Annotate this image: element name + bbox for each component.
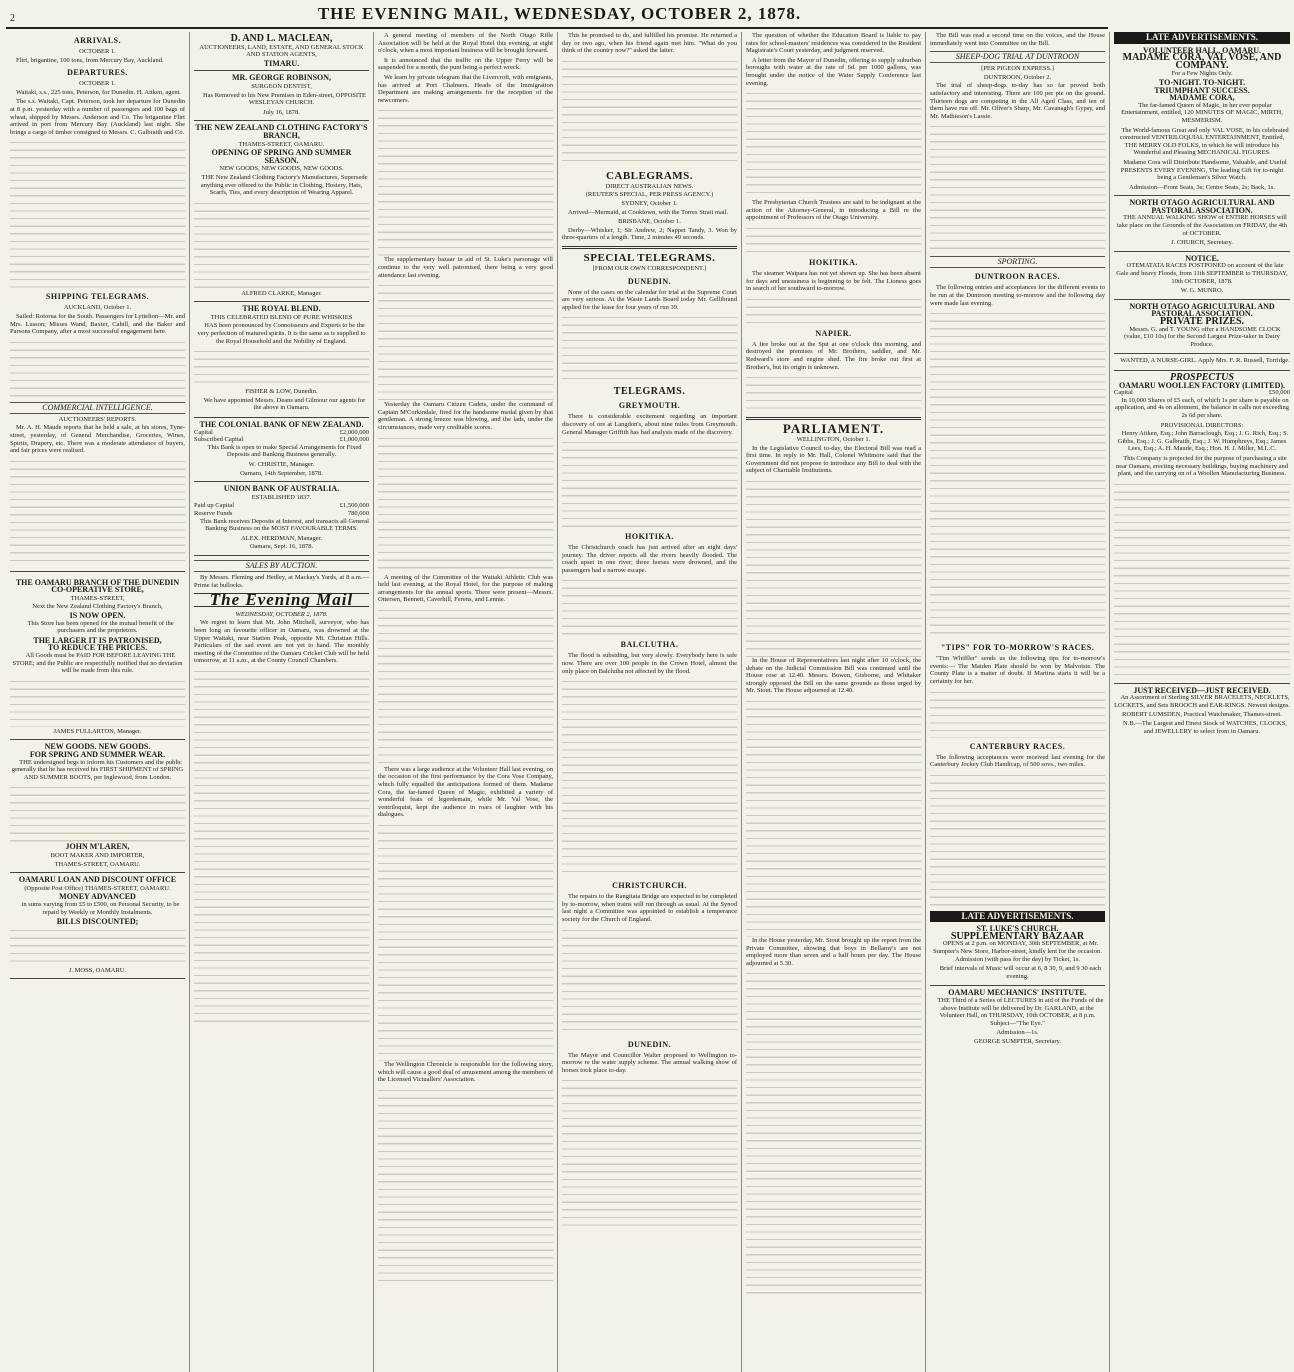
received-text: An Assortment of Sterling SILVER BRACELETS, NECKLETS, LOCKETS, and Sets BROOCH and EAR-RINGS. Newest designs.: [1114, 694, 1290, 709]
sheepdog-sub: [PER PIGEON EXPRESS.]: [981, 65, 1054, 73]
gifts-text: Madame Cora will Distribute Handsome, Valuable, and Useful PRESENTS EVERY EVENING, The leading Gift for to-night being a Gentleman's Silver Watch.: [1120, 158, 1287, 182]
reserve-row: [194, 510, 369, 518]
volunteer-hall-ad: [1114, 44, 1290, 197]
text-block: [378, 281, 553, 401]
shipping-date: AUCKLAND, October 1.: [63, 304, 132, 312]
shipping-news: The s.s. Waitaki, Capt. Peterson, took her departure for Dunedin at 8 p.m. yesterday with a number of passengers and 100 bags of wheat, shipped by Messrs. Anderson and Co. The brigantine Flirt arrived in port from Mercury Bay (Auckland) last night. She brings a cargo of timber consigned to Messrs. C. Galbraith and Co.: [10, 98, 185, 136]
commercial-heading: COMMERCIAL INTELLIGENCE.: [10, 402, 185, 414]
telegrams-heading: TELEGRAMS.: [613, 386, 686, 398]
dunedin-heading: DUNEDIN.: [627, 1039, 672, 1049]
text-block: [746, 373, 921, 413]
coop-heading: THE OAMARU BRANCH OF THE DUNEDIN CO-OPERATIVE STORE,: [15, 577, 180, 595]
directors-heading: PROVISIONAL DIRECTORS:: [1160, 421, 1244, 429]
column-1: [6, 32, 190, 1372]
special-telegrams-heading: SPECIAL TELEGRAMS.: [583, 251, 716, 264]
column-6: [926, 32, 1110, 1372]
issue-date: WEDNESDAY, OCTOBER 2, 1878.: [235, 610, 328, 618]
coop-open: IS NOW OPEN.: [69, 611, 126, 621]
union-heading: UNION BANK OF AUSTRALIA.: [223, 484, 340, 494]
spring-heading: FOR SPRING AND SUMMER WEAR.: [29, 750, 166, 759]
paidup-value: £1,500,000: [339, 502, 369, 510]
cora-name: MADAME CORA,: [1169, 93, 1235, 103]
duntroon-heading: DUNTROON RACES.: [974, 272, 1061, 282]
agri-text: THE ANNUAL WALKING SHOW of ENTIRE HORSES will take place on the Grounds of the Association on FRIDAY, the 4th of OCTOBER.: [1116, 214, 1288, 237]
news-paragraph: It is announced that the traffic on the Upper Ferry will be suspended for a month, the punt being a perfect wreck.: [378, 56, 553, 72]
commercial-text: Mr. A. H. Maude reports that he held a sale, at his stores, Tyne-street, yesterday, of General Merchandise, Groceries, Wines, Spirits, Drapery, etc. There was a moderate attendance of buyers, and fair prices were realised.: [10, 424, 185, 455]
dunedin-text: The Mayor and Councillor Walter proposed to Wellington to-morrow re the water supply scheme. The annual walking show of horses took place to-day.: [562, 1051, 737, 1074]
subscribed-label: Subscribed Capital: [194, 436, 244, 444]
nzcf-goods: NEW GOODS, NEW GOODS, NEW GOODS.: [219, 165, 344, 173]
arrivals-text: Flirt, brigantine, 100 tons, from Mercury Bay, Auckland.: [16, 56, 164, 64]
parliament-text-2: In the House of Representatives last night after 10 o'clock, the debate on the Judicial Commission Bill was continued until the House rose at 12.40. Messrs. Bowen, Gisborne, and Whitaker strongly opposed the Bill on the same grounds as those urged by Mr. Stout. The House adjourned at 12.40.: [746, 657, 921, 695]
special-sub: [FROM OUR OWN CORRESPONDENT.]: [592, 264, 707, 272]
union-date: Oamaru, Sept. 16, 1878.: [249, 543, 314, 551]
church-signature: J. CHURCH, Secretary.: [1171, 239, 1233, 247]
text-block: [194, 347, 369, 387]
late-ads-heading: LATE ADVERTISEMENTS.: [1114, 32, 1290, 44]
tips-heading: "TIPS" FOR TO-MORROW'S RACES.: [940, 643, 1095, 653]
coop-slogan-1: THE LARGER IT IS PATRONISED,: [33, 635, 162, 645]
opening-heading: OPENING OF SPRING AND SUMMER SEASON.: [211, 148, 352, 165]
blend-text: HAS been pronounced by Connoisseurs and Experts to be the very perfection of matured spirits. It is the same as is supplied to the Royal Household and the Nobility of England.: [197, 322, 366, 345]
canterbury-text: The following acceptances were received last evening for the Canterbury Jockey Club Handicap, of 500 sovs., two miles.: [930, 753, 1105, 769]
commercial-sub: AUCTIONEERS' REPORTS.: [58, 415, 137, 423]
evening-mail-logo: The Evening Mail: [194, 593, 369, 607]
departures-text: Waitaki, s.s., 225 tons, Peterson, for Dunedin. H. Aitken, agent.: [16, 88, 182, 96]
parliament-date: WELLINGTON, October 1.: [796, 436, 871, 444]
maclean-sub: AUCTIONEERS, LAND, ESTATE, AND GENERAL STOCK AND STATION AGENTS,: [199, 43, 364, 59]
news-paragraph: The Wellington Chronicle is responsible for the following story, which will cause a good deal of amusement among the members of the Licensed Victuallers' Association.: [378, 1061, 553, 1084]
text-block: [1114, 480, 1290, 680]
text-block: [562, 57, 737, 167]
institute-admission: Admission—1s.: [996, 1029, 1039, 1037]
spring-text: THE undersigned begs to inform his Customers and the public generally that he has received his FIRST SHIPMENT of SPRING AND SUMMER BOOTS, per Inglewood, from London.: [11, 758, 184, 781]
nurse-girl-ad: [1114, 354, 1290, 371]
leader-text: We regret to learn that Mr. John Mitchell, surveyor, who has been long an favourite officer in Oamaru, was drowned at the Upper Waitaki, near Station Peak, opposite Mt. Christian Hills. Particulars of the sad event are not yet to hand. The monthly meeting of the Committee of the Oamaru Cricket Club will be held tomorrow, at 11 a.m., at the County Council Chambers.: [194, 619, 369, 665]
text-block: [10, 138, 185, 288]
dentist-name: MR. GEORGE ROBINSON,: [231, 73, 332, 83]
nzcf-text: THE New Zealand Clothing Factory's Manufactures, Supersede anything ever offered to the Public in Clothing, Hosiery, Hats, Scarfs, Ties, and every description of Wearing Apparel.: [200, 173, 368, 197]
tips-text: "Tim Whiffler" sends us the following tips for to-morrow's events:— The Maiden Plate should be won by Malvoisie. The County Plate is a matter of doubt. If Martina starts it will be a certainty for her.: [930, 655, 1105, 685]
departures-date: OCTOBER 1.: [79, 80, 116, 88]
mechanics-institute-ad: [930, 986, 1105, 1049]
mclaren-name: JOHN M'LAREN,: [65, 842, 130, 852]
sheepdog-heading: SHEEP-DOG TRIAL AT DUNTROON: [930, 51, 1105, 63]
parliament-text-3: In the House yesterday, Mr. Stout brought up the report from the Private Committee, showing that boys in Bellamy's are not employed more than seven and a half hours per day. The House adjourned at 5.30.: [746, 937, 921, 967]
text-block: [746, 697, 921, 937]
directors-text: Henry Aitken, Esq.; John Barraclough, Esq.; J. G. Rich, Esq.; S. Gibbs, Esq.; J. G. Galbraith, Esq.; J. W. Humphreys, Esq.; James Lees, Esq.; A. H. Maude, Esq.; Hon. H. J. Miller, M.L.C.: [1117, 430, 1289, 453]
st-lukes-heading: ST. LUKE'S CHURCH.: [976, 924, 1059, 934]
notice-heading: NOTICE.: [1185, 253, 1219, 263]
capital-label: Capital: [194, 428, 213, 436]
woollen-text: In 10,000 Shares of £5 each, of which 1s per share is payable on application, and 4s on allotment, the balance in calls not exceeding 2s 6d per share.: [1115, 396, 1289, 419]
volunteer-heading: VOLUNTEER HALL, OAMARU.: [1142, 45, 1262, 55]
fisher-text: We have appointed Messrs. Deans and Gilmour our agents for the above in Oamaru.: [203, 396, 366, 412]
union-signature: ALEX. HERDMAN, Manager.: [240, 534, 323, 542]
news-paragraph: A meeting of the Committee of the Waitaki Athletic Club was held last evening, at the Royal Hotel, for the purpose of making arrangements for the annual sports. There were present—Messrs. Ottersen, Bennett, Caverhill, Ferens, and Lennie.: [378, 573, 553, 604]
page-number: 2: [10, 13, 15, 24]
paidup-label: Paid up Capital: [194, 502, 235, 510]
lumsden-signature: ROBERT LUMSDEN, Practical Watchmaker, Thames-street.: [1122, 711, 1282, 719]
christchurch-text: The repairs to the Rangitata Bridge are expected to be completed by to-morrow, when trains will run through as usual. At the Synod last night a Committee was appointed to establish a temperance society for the Church of England.: [562, 893, 737, 924]
coop-signature: JAMES FULLARTON, Manager.: [53, 727, 142, 735]
cora-sub: For a Few Nights Only.: [1171, 70, 1233, 78]
union-text: This Bank receives Deposits at Interest, and transacts all General Banking Business on the MOST FAVOURABLE TERMS.: [200, 517, 369, 533]
dentist-date: July 16, 1878.: [263, 108, 300, 116]
admission-text: Admission—Front Seats, 3s; Centre Seats, 2s; Back, 1s.: [1129, 183, 1275, 191]
loan-heading: OAMARU LOAN AND DISCOUNT OFFICE: [18, 875, 177, 885]
news-paragraph: A general meeting of members of the North Otago Rifle Association will be held at the Royal Hotel this evening, at eight o'clock, when a most important business will be brought forward.: [378, 32, 553, 55]
woollen-capital-value: £50,000: [1268, 389, 1290, 397]
news-paragraph: Yesterday the Oamaru Citizen Cadets, under the command of Captain M'Corkindale, fired for the handsome medal given by that gentleman. A strong breeze was blowing, and the lads, under the circumstances, made very creditable scores.: [378, 401, 553, 431]
column-3: [374, 32, 558, 1372]
columns: [6, 32, 1290, 1372]
colonial-signature: W. CHRISTIE, Manager.: [248, 461, 315, 468]
cable-text-2: Derby—Whisker, 1; Sir Andrew, 2; Nappet Tandy, 3. Won by three-quarters of a length. Time, 2 minutes 49 seconds.: [562, 226, 737, 242]
sheepdog-date: DUNTROON, October 2.: [983, 73, 1052, 81]
received-heading: JUST RECEIVED—JUST RECEIVED.: [1133, 685, 1271, 695]
cable-sub: DIRECT AUSTRALIAN NEWS.: [605, 182, 694, 190]
munro-signature: W. G. MUNRO.: [1180, 287, 1224, 295]
mclaren-title: BOOT MAKER AND IMPORTER,: [50, 851, 145, 859]
loan-office-ad: [10, 873, 185, 979]
text-block: [378, 1086, 553, 1286]
special-text: None of the cases on the calendar for trial at the Supreme Court are very serious. At the Waste Lands Board today Mr. Gellibrand applied for the lease for four years of run 39.: [562, 288, 737, 311]
shipping-telegrams-heading: SHIPPING TELEGRAMS.: [45, 292, 150, 302]
news-paragraph: The Bill was read a second time on the voices, and the House immediately went into Committee on the Bill.: [930, 32, 1105, 47]
st-lukes-ad: [930, 922, 1105, 986]
coop-sub2: Next the New Zealand Clothing Factory's Branch,: [32, 603, 163, 611]
text-block: [10, 926, 185, 966]
woollen-text-2: This Company is projected for the purpose of purchasing a site near Oamaru, erecting necessary buildings, buying machinery and plant, and the carrying on of a Woollen Manufacturing Business.: [1115, 454, 1288, 478]
tele-place: GREYMOUTH.: [618, 401, 681, 411]
blend-sub: THIS CELEBRATED BLEND OF PURE WHISKIES: [210, 313, 353, 321]
text-block: [562, 438, 737, 528]
colonial-heading: THE COLONIAL BANK OF NEW ZEALAND.: [199, 420, 364, 430]
bazaar-text-2: Brief intervals of Music will occur at 6, 8 30, 9, and 9 30 each evening.: [939, 965, 1102, 980]
cablegrams-heading: CABLEGRAMS.: [605, 169, 694, 182]
arrivals-date: OCTOBER 1.: [79, 48, 116, 55]
races-text: OTEMATATA RACES POSTPONED on account of the late Gale and heavy Floods, from 11th SEPTEMBER to THURSDAY, 10th OCTOBER, 1878.: [1116, 262, 1288, 285]
maclean-ad: [194, 32, 369, 71]
duntroon-text: The following entries and acceptances for the different events to be run at the Duntroon meeting to-morrow and the following day were made last evening.: [930, 284, 1105, 307]
cable-sub2: (REUTER'S SPECIAL, PER PRESS AGENCY.): [585, 191, 714, 199]
text-block: [378, 106, 553, 256]
hokitika-text: The steamer Waipara has not yet shown up. She has been absent for days and uneasiness is beginning to be felt. The Lioness goes in search of her southward to-morrow.: [746, 269, 921, 293]
news-paragraph: The supplementary bazaar in aid of St. Luke's parsonage will continue to the very well patronised, there being a very good attendance last evening.: [378, 256, 553, 279]
departures-heading: DEPARTURES.: [67, 68, 128, 78]
sumpter-signature: GEORGE SUMPTER, Secretary.: [974, 1038, 1061, 1045]
cora-heading: MADAME CORA, VAL VOSE, AND COMPANY.: [1122, 52, 1282, 71]
maclean-town: TIMARU.: [263, 58, 300, 68]
news-paragraph: The Presbyterian Church Trustees are said to be indignant at the action of the Attorney-General, in introducing a Bill re the appointment of Professors of the Otago University.: [746, 199, 921, 222]
cable-text: Arrived—Mermaid, at Cooktown, with the Torres Strait mail.: [568, 208, 729, 216]
entries-list: [930, 309, 1105, 639]
blend-heading: THE ROYAL BLEND.: [242, 304, 321, 314]
dentist-ad: [194, 71, 369, 121]
bills-heading: BILLS DISCOUNTED;: [56, 917, 139, 927]
balclutha-heading: BALCLUTHA.: [620, 640, 679, 650]
late-ads-heading: LATE ADVERTISEMENTS.: [930, 911, 1105, 923]
text-block: [10, 338, 185, 398]
valvose-text: The World-famous Great and only VAL VOSE, in his celebrated constructed VENTRILOQUIAL ENTERTAINMENT, Entitled, THE MERRY OLD FOLKS, in which he will introduce his Wonderful and Pleasing MECHANICAL FIGURES.: [1119, 126, 1289, 157]
agri2-heading: NORTH OTAGO AGRICULTURAL AND PASTORAL ASSOCIATION.: [1129, 301, 1275, 319]
text-block: [10, 457, 185, 567]
reserve-label: Reserve Funds: [194, 509, 233, 517]
coop-text-2: All Goods must be PAID FOR BEFORE LEAVING THE STORE; and the Public are respectfully notified that no deviation will be made from this rule.: [12, 652, 183, 675]
woollen-factory-ad: [1114, 371, 1290, 684]
text-block: [930, 688, 1105, 738]
subscribed-row: [194, 436, 369, 444]
tele-text: There is considerable excitement regarding an important discovery of ore at Langdon's, about nine miles from Greymouth. General Manager Griffith has had analysis made of the discovery.: [562, 413, 737, 436]
prizes-heading: PRIVATE PRIZES.: [1159, 316, 1245, 327]
nzcf-sub: THAMES-STREET, OAMARU.: [238, 140, 325, 148]
hokitika-heading: HOKITIKA.: [625, 532, 674, 542]
cable-date: SYDNEY, October 1.: [621, 199, 678, 207]
text-block: [746, 295, 921, 325]
text-block: [746, 89, 921, 199]
agri-heading: NORTH OTAGO AGRICULTURAL AND PASTORAL ASSOCIATION.: [1129, 198, 1275, 215]
napier-heading: NAPIER.: [815, 328, 852, 338]
dentist-title: SURGEON DENTIST,: [251, 82, 312, 90]
new-goods-heading: NEW GOODS. NEW GOODS.: [44, 742, 151, 752]
union-bank-ad: [194, 482, 369, 556]
text-block: [378, 606, 553, 766]
jewellery-ad: [1114, 684, 1290, 741]
money-text: in sums varying from £5 to £500, on Personal Security, to be repaid by Weekly or Monthly Instalments.: [21, 900, 180, 916]
column-7: [1110, 32, 1294, 1372]
sporting-heading: SPORTING.: [930, 256, 1105, 268]
christchurch-heading: CHRISTCHURCH.: [612, 881, 687, 891]
colonial-text: This Bank is open to make Special Arrangements for Fixed Deposits and Banking Business generally.: [207, 443, 362, 459]
cable-date-2: BRISBANE, October 1.: [618, 218, 681, 226]
special-place: DUNEDIN.: [627, 276, 672, 286]
coop-sub: THAMES-STREET,: [70, 594, 125, 602]
canterbury-heading: CANTERBURY RACES.: [969, 741, 1066, 751]
agri-show-ad: [1114, 196, 1290, 252]
coop-text: This Store has been opened for the mutual benefit of the purchasers and the proprietors.: [27, 619, 174, 635]
coop-store-ad: [10, 576, 185, 741]
woollen-heading: OAMARU WOOLLEN FACTORY (LIMITED).: [1118, 380, 1286, 390]
balclutha-text: The flood is subsiding, but very slowly. Everybody here is safe now. There are over 100 people in the Crown Hotel, almost the only place on Balclutha not affected by the flood.: [562, 652, 737, 675]
column-5: [742, 32, 926, 1372]
hokitika-heading: HOKITIKA.: [809, 257, 858, 267]
text-block: [562, 677, 737, 877]
coop-slogan-2: TO REDUCE THE PRICES.: [47, 643, 148, 653]
parliament-heading: PARLIAMENT.: [782, 421, 885, 437]
masthead: [6, 4, 1108, 29]
text-block: [378, 821, 553, 1061]
text-block: [562, 576, 737, 636]
bazaar-heading: SUPPLEMENTARY BAZAAR: [950, 930, 1085, 942]
royal-blend-ad: [194, 302, 369, 418]
money-heading: MONEY ADVANCED: [59, 892, 136, 902]
text-block: [378, 434, 553, 574]
fisher-signature: FISHER & LOW, Dunedin.: [245, 388, 318, 396]
text-block: [562, 926, 737, 1036]
woollen-capital-label: Capital: [1114, 389, 1133, 397]
text-block: [746, 224, 921, 254]
sales-text: By Messrs. Fleming and Hedley, at Mackay's Yards, at 8 a.m.—Prime fat bullocks.: [194, 573, 369, 589]
triumph-label: TRIUMPHANT SUCCESS.: [1154, 85, 1250, 95]
moss-signature: J. MOSS, OAMARU.: [68, 966, 127, 974]
shipping-text: Sailed: Rotorua for the South. Passengers for Lyttelton—Mr. and Mrs. Lusson; Misses Wand, Baxter, Cahill, and the Baker and Parsons Company, after a most successful engagement here.: [10, 312, 185, 336]
napier-text: A fire broke out at the Spit at one o'clock this morning, and destroyed the premises of Mr. Brothers, saddler, and Mr. Redward's store and engine shed. The fire broke out first at Brother's, but its origin is unknown.: [746, 340, 921, 371]
news-paragraph: We learn by private telegram that the Livercroft, with emigrants, has arrived at Port Chalmers. Heads of the Immigration Department are making arrangements for the reception of the newcomers.: [378, 73, 553, 104]
institute-heading: OAMARU MECHANICS' INSTITUTE.: [948, 988, 1087, 998]
hokitika-text: The Christchurch coach has just arrived after an eight days' journey. The driver reports all the rivers heavily flooded. The coach upset in one river; three horses were drowned, and the passengers had a narrow escape.: [562, 544, 737, 574]
subscribed-value: £1,000,000: [339, 436, 369, 444]
sales-heading: SALES BY AUCTION.: [194, 560, 369, 572]
text-block: [194, 199, 369, 289]
column-4: [558, 32, 742, 1372]
news-paragraph: There was a large audience at the Volunteer Hall last evening, on the occasion of the first performance by the Cora Vose Company, which fully equalled the anticipations formed of them. Madame Cora, the far-famed Queen of Magic, exhibited a variety of wonderful feats of legerdemain, while Mr. Val Vose, the ventriloquist, kept the audience in roars of laughter with his dialogues.: [378, 765, 553, 819]
tonight-label: TO-NIGHT. TO-NIGHT.: [1158, 77, 1246, 87]
institute-text: THE Third of a Series of LECTURES in aid of the Funds of the above Institute will be delivered by Dr. GARLAND, at the Volunteer Hall, on THURSDAY, 10th OCTOBER, at 8 p.m. Subject—"The Eye.": [937, 997, 1104, 1027]
private-prizes-ad: [1114, 300, 1290, 355]
spring-ad: [10, 740, 185, 873]
wanted-text: WANTED, A NURSE-GIRL. Apply Mrs. F. R. Russell, Torridge.: [1120, 357, 1290, 365]
capital-value: £2,000,000: [339, 428, 369, 436]
column-2: [190, 32, 374, 1372]
news-paragraph: A letter from the Mayor of Dunedin, offering to supply suburban boroughs with water at the rate of 6d. per 1000 gallons, was brought under the notice of the Water Supply Conference last evening.: [746, 56, 921, 87]
text-block: [562, 313, 737, 383]
text-block: [194, 667, 369, 1027]
news-paragraph: This he promised to do, and fulfilled his promise. He returned a day or two ago, when his friend again met him. "What do you think of the country now?" asked the latter.: [562, 32, 737, 55]
cora-text: The far-famed Queen of Magic, in her ever popular Entertainment, entitled, 120 MINUTES OF MAGIC, MIRTH, MESMERISM.: [1121, 101, 1283, 124]
colonial-bank-ad: [194, 418, 369, 482]
mclaren-address: THAMES-STREET, OAMARU.: [54, 860, 141, 868]
entries-list: [930, 771, 1105, 911]
woollen-capital-row: [1114, 389, 1290, 397]
text-block: [746, 477, 921, 657]
text-block: [562, 1076, 737, 1226]
reserve-value: 780,000: [347, 509, 369, 517]
text-block: [10, 677, 185, 727]
nzcf-heading: THE NEW ZEALAND CLOTHING FACTORY'S BRANCH,: [195, 123, 368, 140]
paidup-row: [194, 502, 369, 510]
loan-sub: (Opposite Post Office) THAMES-STREET, OAMARU.: [24, 884, 171, 892]
nb-text: N.B.—The Largest and Finest Stock of WATCHES, CLOCKS, and JEWELLERY to select from in Oamaru.: [1123, 720, 1287, 735]
sheepdog-text: The trial of sheep-dogs to-day has so far proved both satisfactory and interesting. There are 100 per pie on the ground. Thirteen dogs are competing in the All Aged Class, and ten of them have run off. Mr. Oliver's Sharp, Mr. Cavanagh's Gypsy, and Mr. Mathieson's Lassie.: [930, 82, 1105, 120]
union-sub: ESTABLISHED 1837.: [251, 493, 312, 501]
parliament-text: In the Legislative Council to-day, the Electoral Bill was read a first time. In reply to Mr. Hall, Colonel Whitmore said that the Government did not propose to introduce any Bill to deal with the subject of Charitable Institutions.: [746, 444, 921, 475]
capital-row: [194, 429, 369, 437]
nzcf-signature: ALFRED CLARKE, Manager.: [241, 289, 322, 297]
page-title: THE EVENING MAIL, WEDNESDAY, OCTOBER 2, 1878.: [317, 4, 802, 23]
prospectus-heading: PROSPECTUS: [1170, 371, 1234, 383]
maclean-heading: D. AND L. MACLEAN,: [230, 33, 333, 44]
otematata-notice: [1114, 252, 1290, 300]
bazaar-text: OPENS at 2 p.m. on MONDAY, 30th SEPTEMBER, at Mr. Sumpter's New Store, Harbor-street, kindly lent for the occasion. Admission (with pass for the day) by Ticket, 1s.: [933, 940, 1102, 963]
arrivals-heading: ARRIVALS.: [73, 36, 122, 45]
text-block: [746, 969, 921, 1299]
dentist-text: Has Removed to his New Premises in Eden-street, OPPOSITE WESLEYAN CHURCH.: [202, 91, 367, 107]
text-block: [930, 122, 1105, 252]
colonial-date: Oamaru, 14th September, 1878.: [240, 469, 323, 477]
prizes-text: Messrs. G. and T. YOUNG offer a HANDSOME CLOCK (value, £10 10s) for the Second Largest Prize-taker in Dairy Produce.: [1124, 325, 1281, 348]
news-paragraph: The question of whether the Education Board is liable to pay rates for school-masters' residences was considered in the Resident Magistrate's Court yesterday, and judgment reserved.: [746, 32, 921, 55]
clothing-factory-ad: [194, 121, 369, 302]
text-block: [10, 783, 185, 843]
